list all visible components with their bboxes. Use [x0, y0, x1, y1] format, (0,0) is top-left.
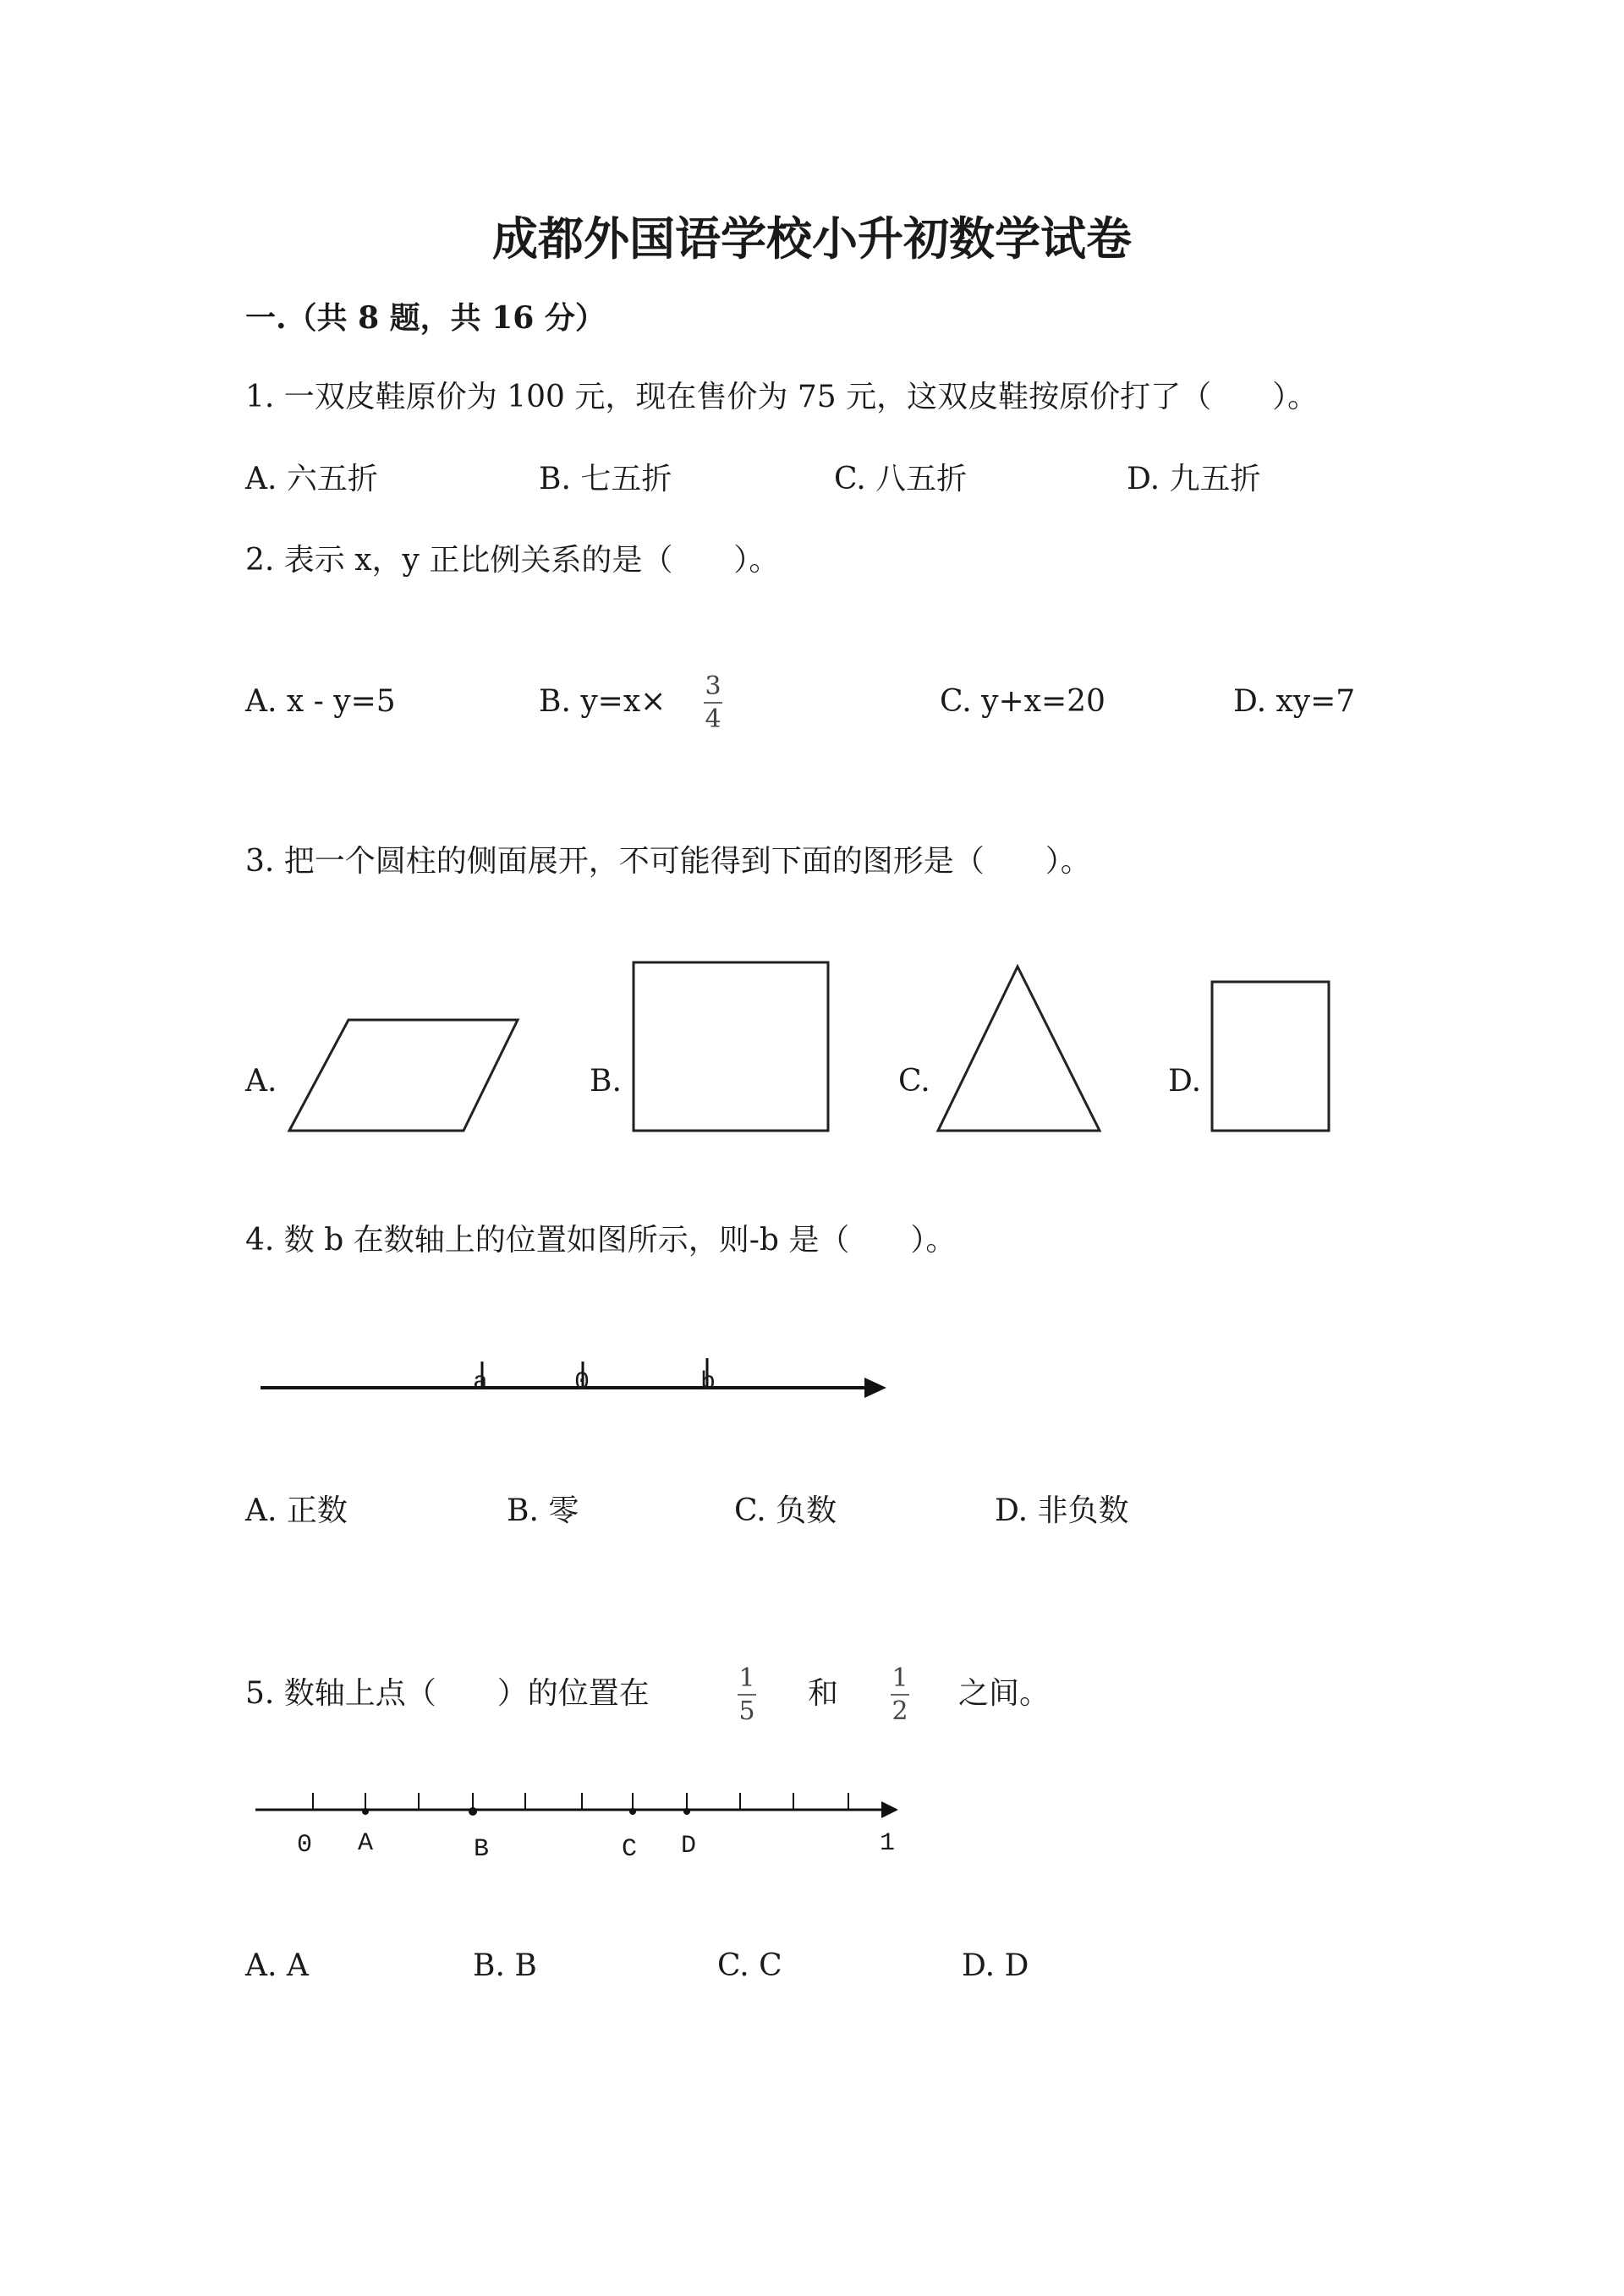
q5-option-d[interactable]: D. D: [962, 1948, 1029, 1983]
arrow-head: [864, 1378, 886, 1398]
numerator: 3: [705, 671, 721, 701]
denominator: 2: [892, 1696, 908, 1726]
q4-option-a[interactable]: A. 正数: [245, 1493, 348, 1528]
q4-option-b[interactable]: B. 零: [507, 1493, 579, 1528]
arrow-head: [881, 1801, 898, 1818]
point-c: [629, 1808, 636, 1815]
q5-option-b[interactable]: B. B: [473, 1948, 537, 1983]
page-title: 成都外国语学校小升初数学试卷: [492, 212, 1132, 266]
axis-label-0: 0: [297, 1831, 313, 1860]
axis-label-b: B: [474, 1835, 490, 1864]
q3-option-a[interactable]: A.: [245, 1064, 277, 1099]
q2-option-b[interactable]: B. y=x×: [539, 684, 667, 719]
point-a: [362, 1808, 369, 1815]
q2-option-c[interactable]: C. y+x=20: [940, 684, 1106, 719]
q4-option-c[interactable]: C. 负数: [734, 1493, 837, 1528]
axis-label-c: C: [622, 1835, 638, 1864]
q4-option-d[interactable]: D. 非负数: [995, 1493, 1129, 1528]
number-line-2: [255, 1793, 898, 1818]
q3-option-d[interactable]: D.: [1168, 1064, 1202, 1099]
q3-option-b[interactable]: B.: [590, 1064, 622, 1099]
axis-label-b: b: [700, 1368, 716, 1397]
question-5-tail: 之间。: [958, 1676, 1051, 1711]
axis-label-a: a: [473, 1368, 489, 1397]
numerator: 1: [738, 1663, 755, 1693]
q5-option-c[interactable]: C. C: [717, 1948, 782, 1983]
number-line-1: [261, 1358, 886, 1398]
q1-option-a[interactable]: A. 六五折: [245, 462, 378, 496]
and-text: 和: [808, 1676, 839, 1711]
question-4: 4. 数 b 在数轴上的位置如图所示，则-b 是（ ）。: [245, 1223, 957, 1258]
axis-label-0: 0: [574, 1368, 590, 1397]
rectangle-shape: [1212, 982, 1329, 1131]
q5-option-a[interactable]: A. A: [245, 1948, 309, 1983]
q2-option-d[interactable]: D. xy=7: [1233, 684, 1356, 719]
numerator: 1: [892, 1663, 908, 1693]
section-header: 一.（共 8 题，共 16 分）: [245, 300, 606, 336]
axis-label-a: A: [358, 1829, 374, 1858]
q2-option-a[interactable]: A. x - y=5: [245, 684, 396, 719]
axis-label-1: 1: [880, 1829, 896, 1858]
question-2: 2. 表示 x，y 正比例关系的是（ ）。: [245, 543, 780, 578]
point-b: [469, 1807, 477, 1816]
fraction-1-5: [738, 1664, 756, 1725]
q3-option-c[interactable]: C.: [898, 1064, 930, 1099]
question-5: 5. 数轴上点（ ）的位置在: [245, 1676, 650, 1711]
triangle-shape: [938, 967, 1100, 1131]
q1-option-d[interactable]: D. 九五折: [1127, 462, 1261, 496]
denominator: 5: [738, 1696, 755, 1726]
fraction-1-2: [891, 1664, 909, 1725]
axis-label-d: D: [681, 1832, 697, 1860]
question-3: 3. 把一个圆柱的侧面展开，不可能得到下面的图形是（ ）。: [245, 844, 1091, 879]
square-shape: [634, 962, 828, 1131]
question-1: 1. 一双皮鞋原价为 100 元，现在售价为 75 元，这双皮鞋按原价打了（ ）。: [245, 380, 1319, 414]
parallelogram-shape: [289, 1020, 518, 1131]
point-d: [683, 1808, 690, 1815]
q1-option-c[interactable]: C. 八五折: [834, 462, 968, 496]
denominator: 4: [705, 704, 721, 734]
q1-option-b[interactable]: B. 七五折: [539, 462, 672, 496]
